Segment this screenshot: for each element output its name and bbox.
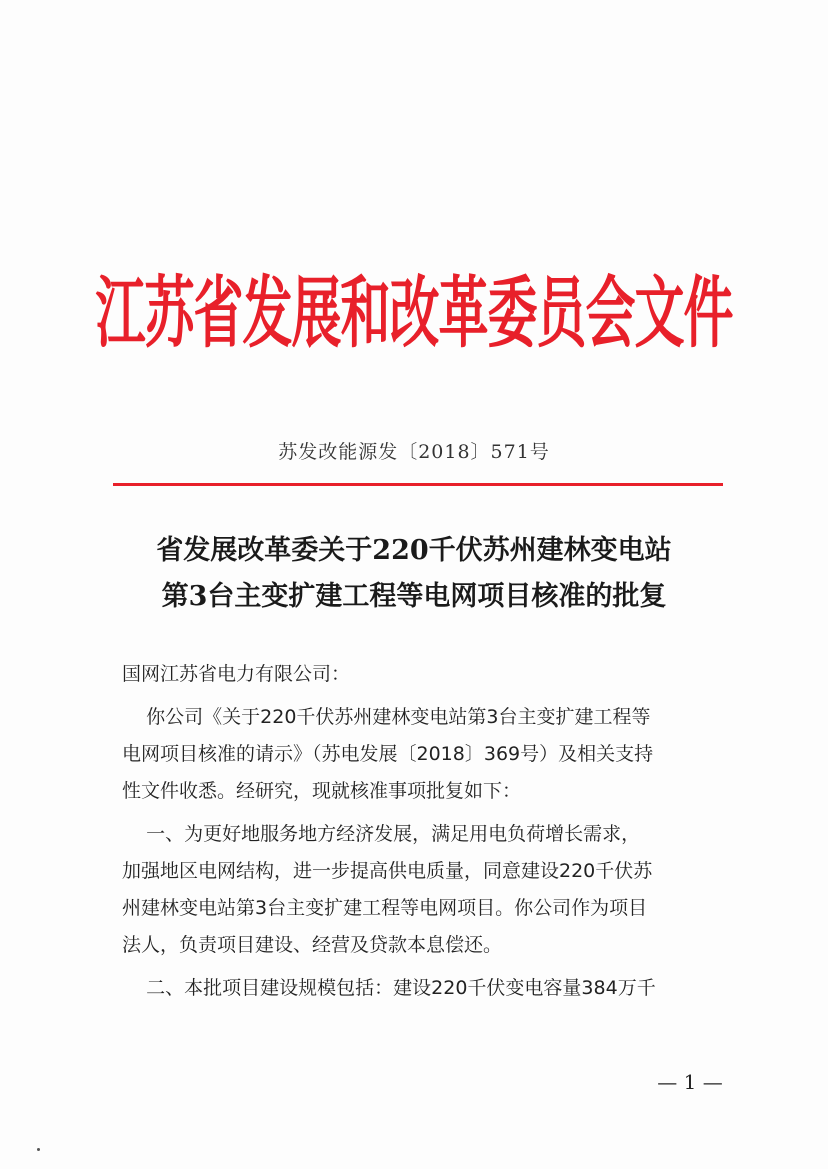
page-number: — 1 — [657,1070,723,1094]
issuing-authority-title: 江苏省发展和改革委员会文件 [95,266,733,358]
subject-line-1: 省发展改革委关于220千伏苏州建林变电站 [156,535,672,566]
scan-speck [37,1148,40,1151]
paragraph-2-line-3: 州建林变电站第3台主变扩建工程等电网项目。你公司作为项目 [122,897,648,919]
paragraph-2-line-2: 加强地区电网结构，进一步提高供电质量，同意建设220千伏苏 [122,860,653,882]
paragraph-2-line-4: 法人，负责项目建设、经营及贷款本息偿还。 [122,934,503,956]
document-subject [0,528,828,620]
paragraph-1-line-1: 你公司《关于220千伏苏州建林变电站第3台主变扩建工程等 [122,706,651,728]
paragraph-1-line-2: 电网项目核准的请示》（苏电发展〔2018〕369号）及相关支持 [122,743,654,765]
paragraph-2-line-1: 一、为更好地服务地方经济发展，满足用电负荷增长需求， [122,823,641,845]
document-number: 苏发改能源发〔2018〕571号 [278,441,550,463]
subject-line-2: 第3台主变扩建工程等电网项目核准的批复 [161,581,667,612]
red-divider-line [113,483,723,486]
addressee: 国网江苏省电力有限公司： [122,663,351,685]
document-body [122,656,752,1007]
paragraph-3-line-1: 二、本批项目建设规模包括：建设220千伏变电容量384万千 [122,977,656,999]
paragraph-1-line-3: 性文件收悉。经研究，现就核准事项批复如下： [122,780,522,802]
